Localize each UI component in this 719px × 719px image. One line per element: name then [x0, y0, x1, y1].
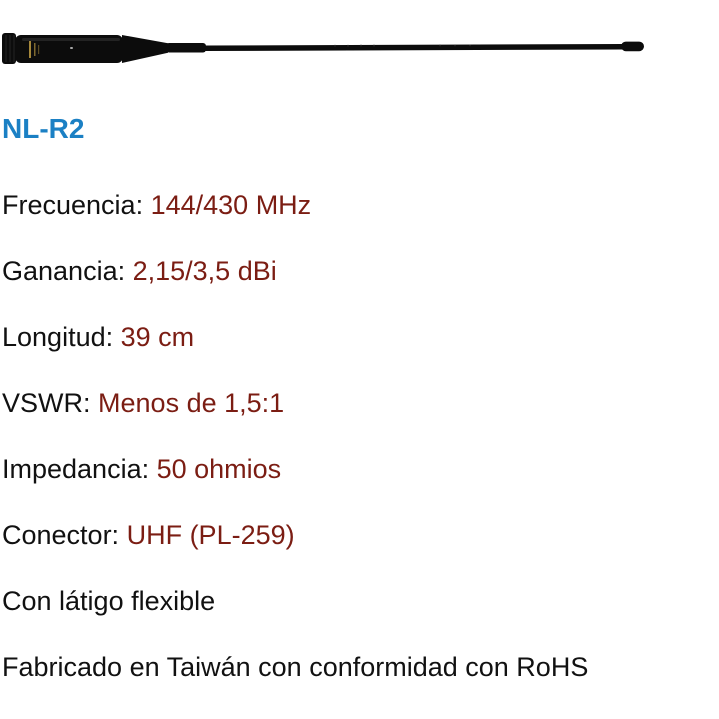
spec-label: Impedancia: — [2, 454, 150, 484]
spec-label: Longitud: — [2, 322, 114, 352]
spec-value: UHF (PL-259) — [126, 520, 295, 550]
spec-label: VSWR: — [2, 388, 91, 418]
note-flexible-whip: Con látigo flexible — [2, 586, 216, 616]
spec-row-conector — [2, 520, 719, 550]
spec-value: 50 ohmios — [156, 454, 282, 484]
spec-row-frecuencia — [2, 190, 719, 220]
note-made-in-taiwan-rohs: Fabricado en Taiwán con conformidad con RoHS — [2, 652, 589, 682]
spec-value: Menos de 1,5:1 — [98, 388, 285, 418]
spec-value: 144/430 MHz — [150, 190, 312, 220]
spec-row-vswr — [2, 388, 719, 418]
spec-value: 2,15/3,5 dBi — [132, 256, 277, 286]
spec-row-ganancia — [2, 256, 719, 286]
spec-value: 39 cm — [120, 322, 195, 352]
product-details — [2, 0, 719, 682]
spec-row-longitud — [2, 322, 719, 352]
product-model-heading: NL-R2 — [2, 113, 85, 144]
spec-label: Conector: — [2, 520, 120, 550]
spec-row-impedancia — [2, 454, 719, 484]
spec-label: Ganancia: — [2, 256, 126, 286]
spec-label: Frecuencia: — [2, 190, 144, 220]
